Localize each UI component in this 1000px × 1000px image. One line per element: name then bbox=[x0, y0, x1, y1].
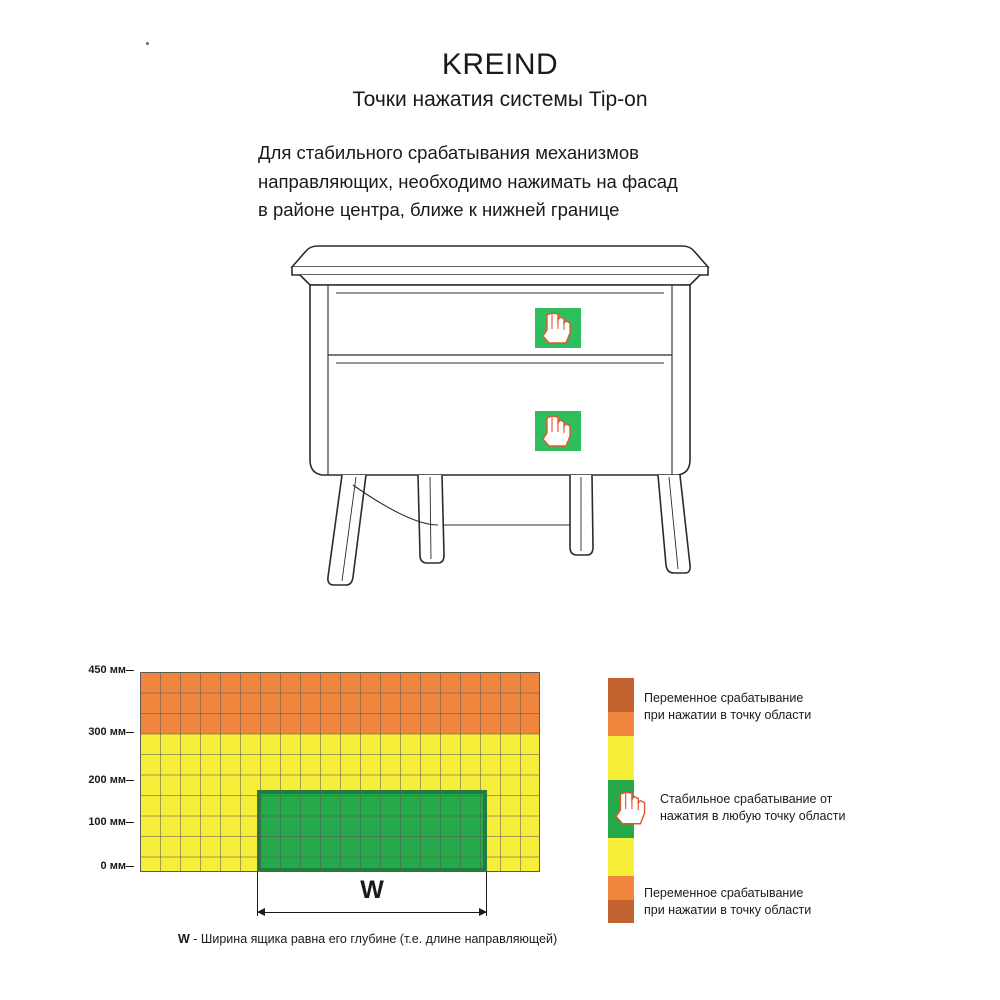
legend-item-bottom-line1: Переменное срабатывание bbox=[644, 886, 804, 900]
y-label-200: 200 мм bbox=[88, 774, 126, 786]
width-dimension bbox=[257, 872, 487, 924]
legend-item-bottom bbox=[644, 885, 964, 919]
y-tick-100 bbox=[126, 822, 134, 823]
y-tick-0 bbox=[126, 866, 134, 867]
intro-text bbox=[258, 139, 778, 225]
legend-item-top-line1: Переменное срабатывание bbox=[644, 691, 804, 705]
y-tick-300 bbox=[126, 732, 134, 733]
legend-segment-dark-orange-top bbox=[608, 678, 634, 712]
dimension-arrow-left bbox=[257, 908, 265, 916]
legend-item-middle-line2: нажатия в любую точку области bbox=[660, 808, 846, 823]
page-subtitle: Точки нажатия системы Tip-on bbox=[352, 87, 648, 111]
legend-item-bottom-line2: при нажатии в точку области bbox=[644, 902, 812, 917]
legend-item-middle-line1: Стабильное срабатывание от bbox=[660, 792, 833, 806]
legend-item-middle bbox=[660, 791, 980, 825]
dimension-line bbox=[257, 912, 487, 913]
y-tick-450 bbox=[126, 670, 134, 671]
legend-segment-orange-bottom bbox=[608, 876, 634, 900]
dimension-arrow-right bbox=[479, 908, 487, 916]
y-label-300: 300 мм bbox=[88, 726, 126, 738]
y-axis-labels bbox=[60, 664, 134, 880]
intro-line-2: направляющих, необходимо нажимать на фасад bbox=[258, 170, 678, 192]
title-block bbox=[0, 48, 1000, 112]
legend-item-top-line2: при нажатии в точку области bbox=[644, 707, 812, 722]
y-label-0: 0 мм bbox=[100, 860, 126, 872]
legend-segment-yellow-top bbox=[608, 736, 634, 780]
legend bbox=[608, 678, 968, 928]
y-tick-200 bbox=[126, 780, 134, 781]
legend-press-point-icon bbox=[610, 788, 656, 828]
corner-dot-mark bbox=[146, 42, 149, 45]
legend-segment-orange-top bbox=[608, 712, 634, 736]
brand-title: KREIND bbox=[441, 48, 559, 81]
dimension-label-w: W bbox=[360, 876, 384, 904]
nightstand-illustration bbox=[270, 225, 730, 615]
zone-heatmap bbox=[88, 664, 540, 872]
lower-drawer-press-point[interactable] bbox=[535, 411, 581, 451]
intro-line-3: в районе центра, ближе к нижней границе bbox=[258, 199, 620, 221]
grid-border bbox=[140, 672, 540, 872]
y-label-100: 100 мм bbox=[88, 816, 126, 828]
legend-segment-dark-orange-bottom bbox=[608, 900, 634, 923]
legend-item-top bbox=[644, 690, 964, 724]
width-caption-text: - Ширина ящика равна его глубине (т.е. длине направляющей) bbox=[189, 932, 558, 946]
y-label-450: 450 мм bbox=[88, 664, 126, 676]
upper-drawer-press-point[interactable] bbox=[535, 308, 581, 348]
width-caption bbox=[178, 932, 557, 946]
legend-segment-yellow-bottom bbox=[608, 838, 634, 876]
intro-line-1: Для стабильного срабатывания механизмов bbox=[258, 142, 639, 163]
width-caption-bold: W bbox=[178, 932, 190, 946]
